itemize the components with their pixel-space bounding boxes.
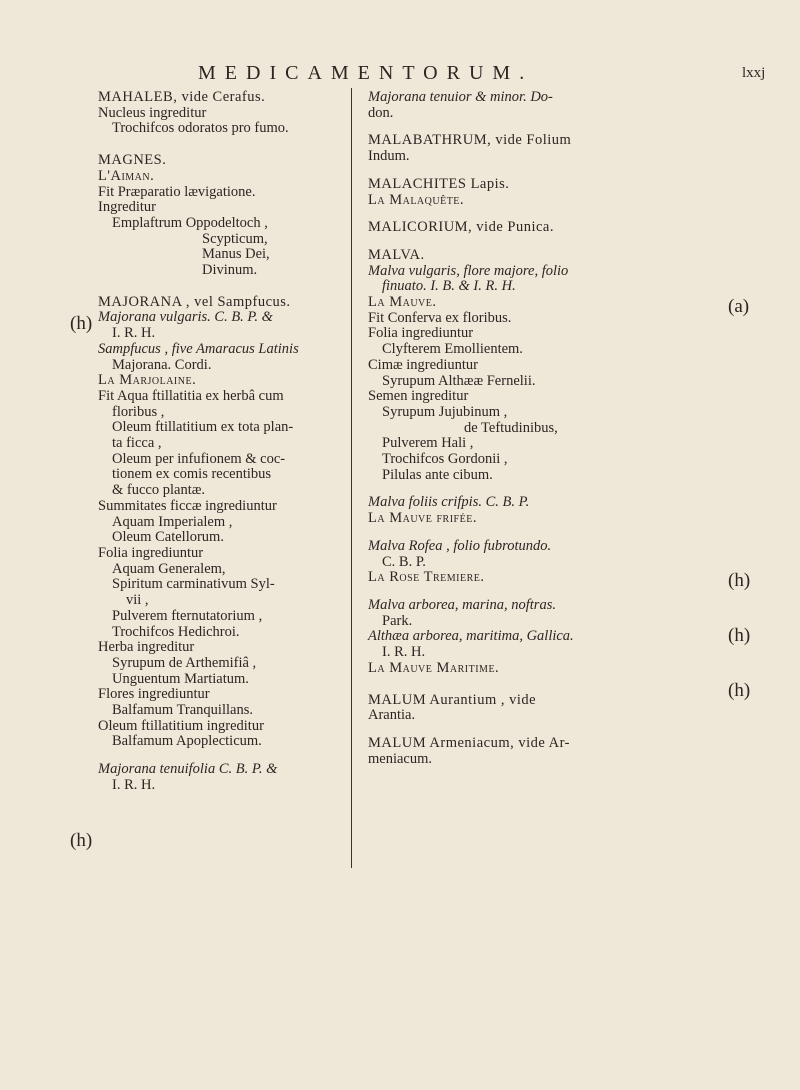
magnes-item: Manus Dei, xyxy=(202,246,270,263)
majorana-line: Summitates ficcæ ingrediuntur xyxy=(98,497,277,514)
malabathrum-line: Indum. xyxy=(368,148,410,165)
entry-head-malum-armeniacum: MALUM Armeniacum, vide Ar- xyxy=(368,734,570,751)
entry-head-mahaleb: MAHALEB, vide Cerafus. xyxy=(98,89,266,105)
magnes-line: Fit Præparatio lævigatione. xyxy=(98,183,256,200)
magnes-item: Scypticum, xyxy=(202,230,268,247)
malum-aurantium-line: Arantia. xyxy=(368,707,416,724)
majorana-line: Balfamum Apoplecticum. xyxy=(112,733,262,750)
majorana-line: Aquam Generalem, xyxy=(112,560,226,577)
entry-head-majorana: MAJORANA , vel Sampfucus. xyxy=(98,293,291,310)
majorana-line: Oleum per infufionem & coc- xyxy=(112,450,286,467)
majorana-line: ta ficca , xyxy=(112,435,162,452)
french-name-maritime: La Mauve Maritime. xyxy=(368,659,500,676)
entry-head-malabathrum: MALABATHRUM, vide Folium xyxy=(368,132,572,149)
majorana-line: Pulverem fternutatorium , xyxy=(112,607,263,624)
malva-synonym: Malva vulgaris, flore majore, folio xyxy=(368,262,569,279)
majorana-tenuior: Majorana tenuior & minor. Do- xyxy=(368,89,553,105)
mahaleb-line: Trochifcos odoratos pro fumo. xyxy=(112,120,289,137)
majorana-line: Fit Aqua ftillatitia ex herbâ cum xyxy=(98,387,284,404)
page-number: lxxj xyxy=(742,65,766,81)
magnes-item: Divinum. xyxy=(202,262,258,279)
althaea-arborea: I. R. H. xyxy=(382,644,426,661)
margin-note-h-majorana: (h) xyxy=(70,313,93,334)
running-title: MEDICAMENTORUM. xyxy=(198,62,534,84)
majorana-line: tionem ex comis recentibus xyxy=(112,466,272,483)
malum-armeniacum-line: meniacum. xyxy=(368,750,433,767)
french-name-crispis: La Mauve frifée. xyxy=(368,510,477,527)
malva-line: Pulverem Hali , xyxy=(382,435,474,452)
majorana-line: Flores ingrediuntur xyxy=(98,686,210,703)
margin-note-h-crispis: (h) xyxy=(728,570,751,591)
majorana-line: Aquam Imperialem , xyxy=(112,513,233,530)
malva-line: Pilulas ante cibum. xyxy=(382,466,493,483)
french-name-rosea: La Rose Tremiere. xyxy=(368,569,485,586)
majorana-line: Trochifcos Hedichroi. xyxy=(112,623,240,640)
left-column xyxy=(98,90,343,794)
malva-line: Trochifcos Gordonii , xyxy=(382,451,508,468)
majorana-line: Folia ingrediuntur xyxy=(98,544,204,561)
malva-crispis: Malva foliis crifpis. C. B. P. xyxy=(368,494,530,511)
french-name-magnes: L'Aiman. xyxy=(98,167,155,184)
majorana-line: Unguentum Martiatum. xyxy=(112,670,249,687)
majorana-tenuior: don. xyxy=(368,104,394,121)
majorana-synonym: I. R. H. xyxy=(112,325,156,342)
malva-arborea: Park. xyxy=(382,612,413,629)
french-name-majorana: La Marjolaine. xyxy=(98,372,197,389)
althaea-arborea: Althæa arborea, maritima, Gallica. xyxy=(368,628,574,645)
majorana-line: Oleum ftillatitium ingreditur xyxy=(98,717,264,734)
majorana-tenuifolia: I. R. H. xyxy=(112,776,156,793)
mahaleb-line: Nucleus ingreditur xyxy=(98,104,207,121)
running-header xyxy=(0,62,800,90)
malva-line: Clyfterem Emollientem. xyxy=(382,341,523,358)
right-column xyxy=(368,90,638,767)
majorana-tenuifolia: Majorana tenuifolia C. B. P. & xyxy=(98,761,278,778)
magnes-line: Emplaftrum Oppodeltoch , xyxy=(112,214,268,231)
malva-line: de Teftudinibus, xyxy=(464,419,558,436)
malva-line: Cimæ ingrediuntur xyxy=(368,356,478,373)
malva-synonym: finuato. I. B. & I. R. H. xyxy=(382,278,516,295)
malva-arborea: Malva arborea, marina, noftras. xyxy=(368,596,556,613)
malva-line: Syrupum Althææ Fernelii. xyxy=(382,372,536,389)
majorana-line: floribus , xyxy=(112,403,165,420)
majorana-line: Herba ingreditur xyxy=(98,639,195,656)
majorana-line: Oleum Catellorum. xyxy=(112,529,224,546)
margin-note-h-arborea: (h) xyxy=(728,680,751,701)
majorana-synonym: Majorana. Cordi. xyxy=(112,356,212,373)
entry-head-malva: MALVA. xyxy=(368,246,425,263)
majorana-synonym: Sampfucus , five Amaracus Latinis xyxy=(98,340,299,357)
entry-head-malachites: MALACHITES Lapis. xyxy=(368,175,510,192)
french-name-malachites: La Malaquête. xyxy=(368,191,465,208)
malva-rosea: C. B. P. xyxy=(382,553,426,570)
malva-line: Folia ingrediuntur xyxy=(368,325,474,342)
majorana-line: Syrupum de Arthemifiâ , xyxy=(112,654,257,671)
malva-line: Semen ingreditur xyxy=(368,388,469,405)
margin-note-a-malva: (a) xyxy=(728,296,750,317)
column-divider xyxy=(351,88,352,868)
majorana-line: & fucco plantæ. xyxy=(112,482,206,499)
entry-head-malum-aurantium: MALUM Aurantium , vide xyxy=(368,691,537,708)
majorana-synonym: Majorana vulgaris. C. B. P. & xyxy=(98,309,273,326)
majorana-line: Spiritum carminativum Syl- xyxy=(112,576,275,593)
majorana-line: vii , xyxy=(126,592,149,609)
magnes-line: Ingreditur xyxy=(98,199,156,216)
margin-note-h-tenuifolia: (h) xyxy=(70,830,93,851)
malva-line: Fit Conferva ex floribus. xyxy=(368,309,512,326)
margin-note-h-rosea: (h) xyxy=(728,625,751,646)
majorana-line: Oleum ftillatitium ex tota plan- xyxy=(112,419,294,436)
entry-head-malicorium: MALICORIUM, vide Punica. xyxy=(368,219,554,236)
malva-rosea: Malva Rofea , folio fubrotundo. xyxy=(368,537,552,554)
french-name-malva: La Mauve. xyxy=(368,294,437,311)
entry-head-magnes: MAGNES. xyxy=(98,152,167,169)
malva-line: Syrupum Jujubinum , xyxy=(382,403,508,420)
majorana-line: Balfamum Tranquillans. xyxy=(112,702,253,719)
